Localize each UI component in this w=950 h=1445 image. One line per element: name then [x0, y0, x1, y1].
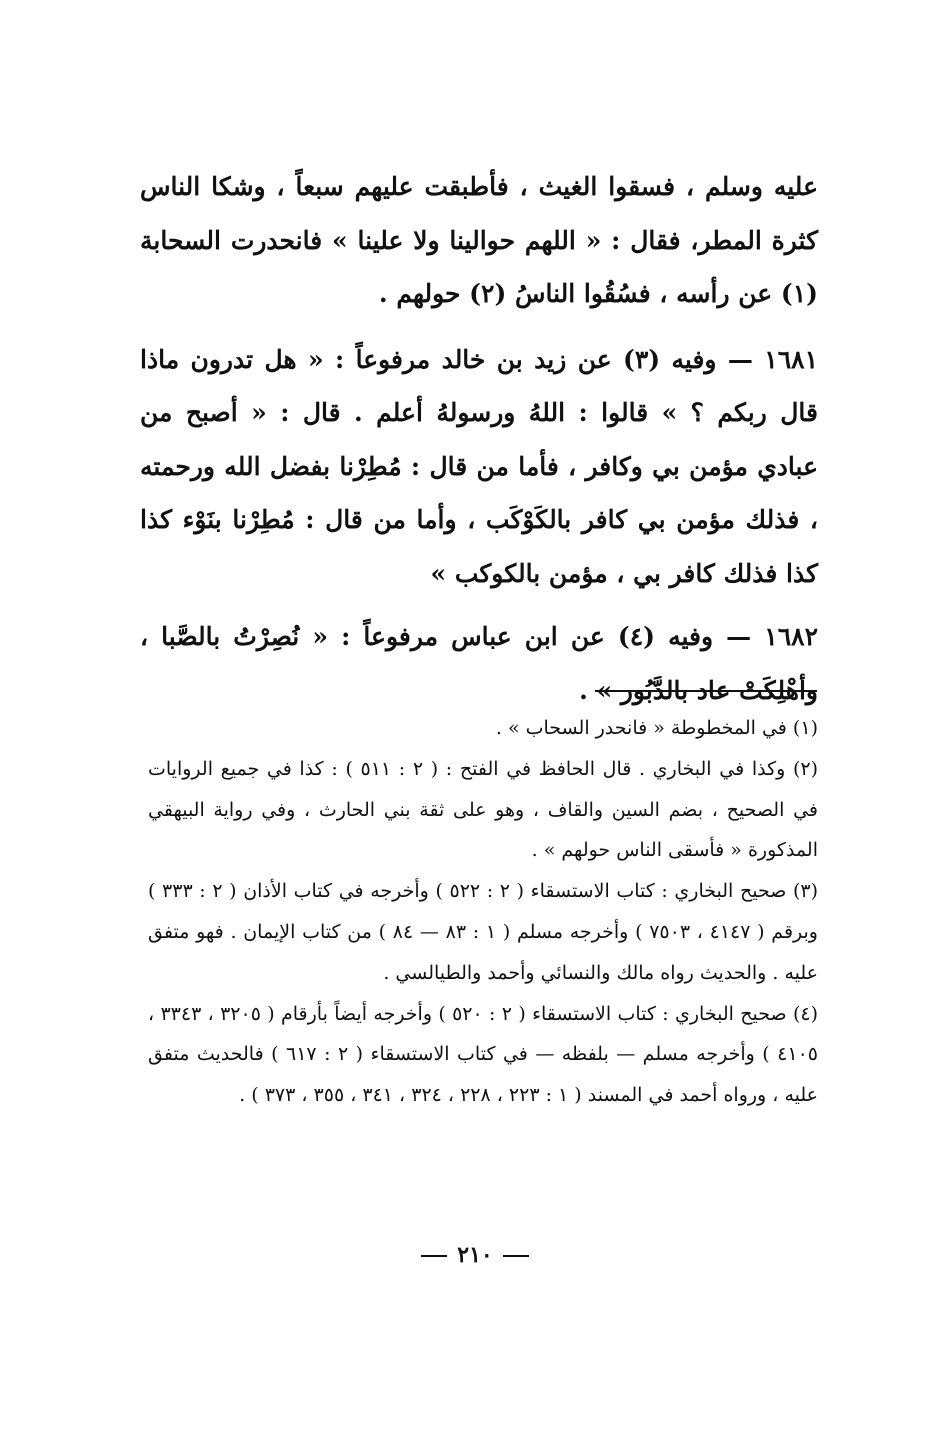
footnote-1: (١) في المخطوطة « فانحدر السحاب » .: [495, 717, 818, 739]
page-number-footer: [0, 1242, 950, 1268]
paragraph-hadith-1681: ١٦٨١ — وفيه (٣) عن زيد بن خالد مرفوعاً : « هل تدرون ماذا قال ربكم ؟ » قالوا : اللهُ ورسولهُ أعلم . قال : « أصبح من عبادي مؤمن بي وكافر ، فأما من قال : مُطِرْنا بفضل الله ورحمته ، فذلك مؤمن بي كافر بالكَوْكَب ، وأما من قال : مُطِرْنا بنَوْء كذا كذا فذلك كافر بي ، مؤمن بالكوكب »: [140, 344, 818, 588]
footnotes-block: [148, 708, 818, 1116]
paragraph-continuation: عليه وسلم ، فسقوا الغيث ، فأطبقت عليهم سبعاً ، وشكا الناس كثرة المطر، فقال : « اللهم حوالينا ولا علينا » فانحدرت السحابة (١) عن رأسه ، فسُقُوا الناسُ (٢) حولهم .: [140, 172, 818, 308]
folio-dash-right: [421, 1255, 447, 1257]
footnote-4: (٤) صحيح البخاري : كتاب الاستسقاء ( ٢ : ٥٢٠ ) وأخرجه أيضاً بأرقام ( ٣٢٠٥ ، ٣٣٤٣ ، ٤١٠٥ ) وأخرجه مسلم — بلفظه — في كتاب الاستسقاء ( ٢ : ٦١٧ ) فالحديث متفق عليه ، ورواه أحمد في المسند ( ١ : ٢٢٣ ، ٢٢٨ ، ٣٢٤ ، ٣٤١ ، ٣٥٥ ، ٣٧٣ ) .: [148, 1002, 818, 1107]
footnote-2: (٢) وكذا في البخاري . قال الحافظ في الفتح : ( ٢ : ٥١١ ) : كذا في جميع الروايات في الصحيح ، بضم السين والقاف ، وهو على ثقة بني الحارث ، وفي رواية البيهقي المذكورة « فأسقى الناس حولهم » .: [148, 757, 819, 862]
main-text-block: [140, 160, 818, 727]
footnote-divider: [595, 690, 817, 692]
page-number: ٢١٠: [457, 1242, 493, 1268]
footnote-3: (٣) صحيح البخاري : كتاب الاستسقاء ( ٢ : ٥٢٢ ) وأخرجه في كتاب الأذان ( ٢ : ٣٣٣ ) وبرقم ( ٤١٤٧ ، ٧٥٠٣ ) وأخرجه مسلم ( ١ : ٨٣ — ٨٤ ) من كتاب الإيمان . فهو متفق عليه . والحديث رواه مالك والنسائي وأحمد والطيالسي .: [148, 880, 819, 984]
paragraph-hadith-1682: ١٦٨٢ — وفيه (٤) عن ابن عباس مرفوعاً : « نُصِرْتُ بالصَّبا ، وأهْلِكَتْ عاد بالدَّبُور » .: [140, 622, 818, 705]
folio-dash-left: [503, 1255, 529, 1257]
